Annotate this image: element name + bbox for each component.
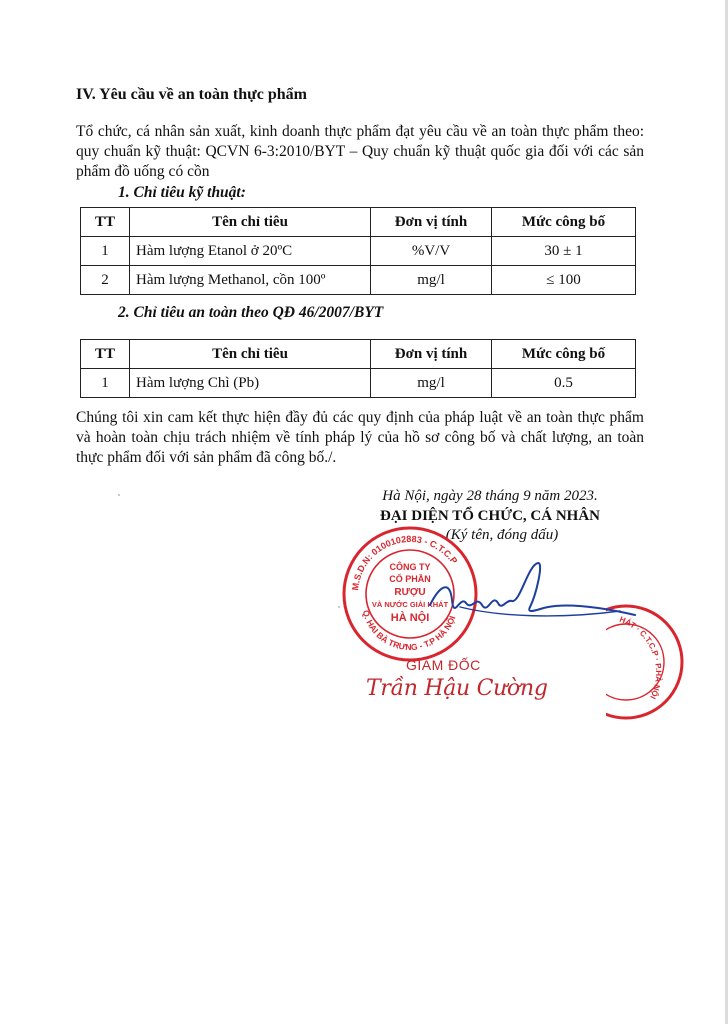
cell-tt: 2: [81, 266, 130, 295]
cell-unit: %V/V: [371, 237, 492, 266]
table2-title: 2. Chỉ tiêu an toàn theo QĐ 46/2007/BYT: [118, 304, 384, 321]
section-heading: IV. Yêu cầu về an toàn thực phẩm: [76, 86, 307, 103]
col-header-name: Tên chỉ tiêu: [130, 208, 371, 237]
stamp-ring-text: M.S.D.N: 0100102883 - C.T.C.P: [350, 533, 460, 592]
signatory-title: GIÁM ĐỐC: [406, 657, 481, 673]
scan-speck: [338, 606, 340, 608]
cell-name: Hàm lượng Methanol, cồn 100º: [130, 266, 371, 295]
stamp-line-2: CỔ PHẦN: [389, 574, 431, 584]
table-header-row: [81, 208, 636, 237]
stamp-line-3: RƯỢU: [394, 587, 426, 598]
cell-unit: mg/l: [371, 266, 492, 295]
technical-spec-table: [80, 207, 636, 295]
cell-name: Hàm lượng Etanol ở 20ºC: [130, 237, 371, 266]
table-header-row: [81, 340, 636, 369]
table-row: [81, 369, 636, 398]
table1-title: 1. Chỉ tiêu kỹ thuật:: [118, 184, 246, 201]
table-row: [81, 237, 636, 266]
scan-speck: [118, 494, 120, 496]
col-header-tt: TT: [81, 340, 130, 369]
col-header-name: Tên chỉ tiêu: [130, 340, 371, 369]
signature-note: (Ký tên, đóng dấu): [445, 527, 559, 543]
signatory-org: ĐẠI DIỆN TỔ CHỨC, CÁ NHÂN: [379, 508, 600, 524]
stamp-line-4: VÀ NƯỚC GIẢI KHÁT: [371, 600, 449, 609]
col-header-unit: Đơn vị tính: [371, 340, 492, 369]
stamp-line-5: HÀ NỘI: [390, 612, 430, 624]
col-header-tt: TT: [81, 208, 130, 237]
commitment-paragraph: Chúng tôi xin cam kết thực hiện đầy đủ các quy định của pháp luật về an toàn thực phẩm và hoàn toàn chịu trách nhiệm về tính pháp lý của hồ sơ công bố và chất lượng, an toàn thực phẩm đối với sản phẩm đã công bố./.: [76, 409, 644, 466]
handwritten-signature: [420, 545, 640, 635]
intro-paragraph: Tổ chức, cá nhân sản xuất, kinh doanh thực phẩm đạt yêu cầu về an toàn thực phẩm theo: quy chuẩn kỹ thuật: QCVN 6-3:2010/BYT – Quy chuẩn kỹ thuật quốc gia đối với các sản phẩm đồ uống có cồn: [76, 123, 644, 180]
cell-value: ≤ 100: [492, 266, 636, 295]
cell-unit: mg/l: [371, 369, 492, 398]
col-header-value: Mức công bố: [492, 208, 636, 237]
cell-name: Hàm lượng Chì (Pb): [130, 369, 371, 398]
safety-spec-table: [80, 339, 636, 398]
cell-value: 30 ± 1: [492, 237, 636, 266]
signing-date: Hà Nội, ngày 28 tháng 9 năm 2023.: [382, 488, 598, 504]
table-row: [81, 266, 636, 295]
partial-stamp-text: HÁT · C.T.C.P · P.HÀ NỘI: [618, 614, 664, 701]
col-header-unit: Đơn vị tính: [371, 208, 492, 237]
stamp-ring-bottom-text: Q. HAI BÀ TRƯNG - T.P HÀ NỘI: [360, 608, 458, 653]
cell-value: 0.5: [492, 369, 636, 398]
cell-tt: 1: [81, 237, 130, 266]
stamp-line-1: CÔNG TY: [389, 562, 431, 572]
col-header-value: Mức công bố: [492, 340, 636, 369]
cell-tt: 1: [81, 369, 130, 398]
signatory-name: Trần Hậu Cường: [366, 676, 548, 701]
